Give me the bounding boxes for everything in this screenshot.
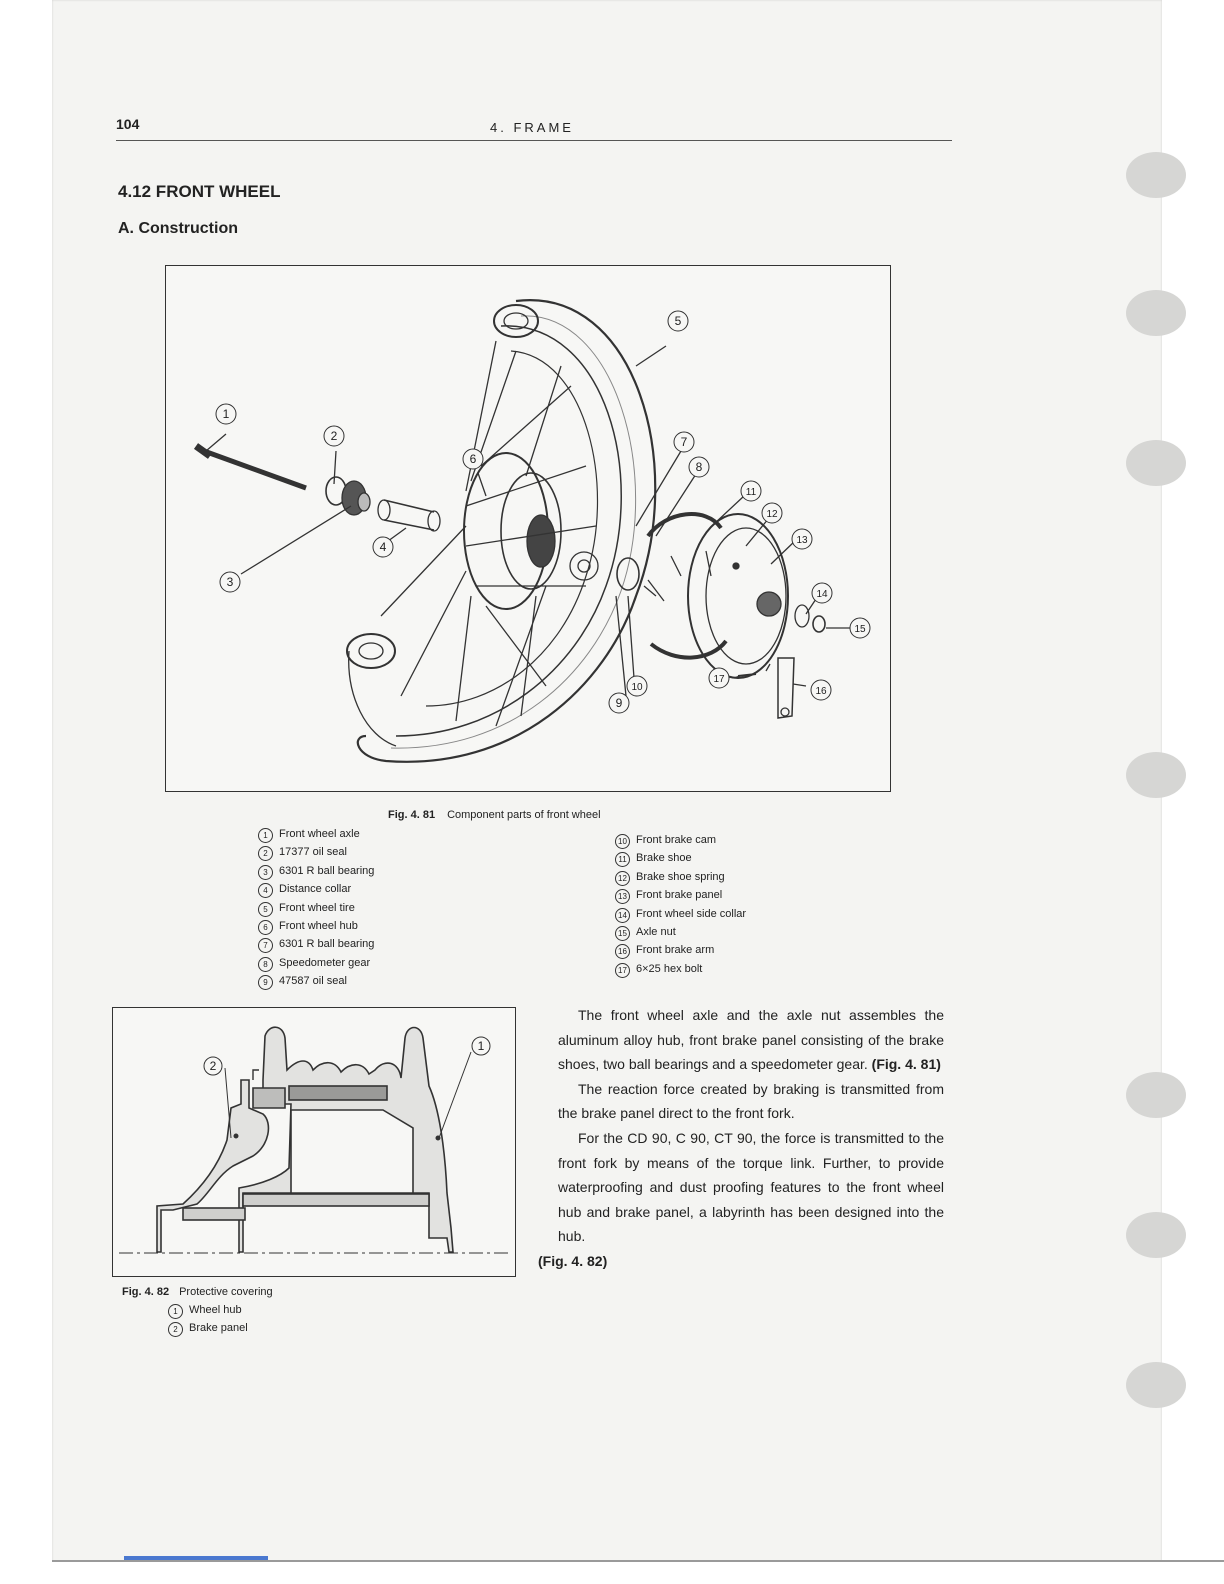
figure-reference: (Fig. 4. 81) xyxy=(871,1056,941,1073)
labyrinth-cross-section-illustration xyxy=(113,1008,515,1276)
legend-item: 2 Brake panel xyxy=(168,1319,248,1337)
binder-hole xyxy=(1126,290,1186,336)
svg-text:13: 13 xyxy=(796,535,808,546)
callout-9 xyxy=(609,693,629,713)
figure-4-81-caption xyxy=(388,809,601,821)
page-bottom-edge xyxy=(52,1560,1224,1562)
binder-hole xyxy=(1126,1362,1186,1408)
legend-item: 12 Brake shoe spring xyxy=(615,868,746,886)
callout-8 xyxy=(689,457,709,477)
figure-4-81-legend-left xyxy=(258,825,374,991)
legend-item: 5 Front wheel tire xyxy=(258,899,374,917)
figure-caption-text: Protective covering xyxy=(179,1286,273,1298)
exploded-wheel-illustration xyxy=(166,266,890,791)
binder-hole xyxy=(1126,752,1186,798)
callout-11 xyxy=(741,481,761,501)
svg-text:4: 4 xyxy=(379,540,387,554)
callout-7 xyxy=(674,432,694,452)
legend-item: 15 Axle nut xyxy=(615,923,746,941)
svg-text:7: 7 xyxy=(680,435,688,449)
paragraph: The front wheel axle and the axle nut assembles the aluminum alloy hub, front brake panel consisting of the brake shoes, two ball bearings and a speedometer gear. (Fig. 4. 81) xyxy=(558,1007,944,1073)
svg-text:2: 2 xyxy=(209,1059,217,1073)
svg-text:2: 2 xyxy=(330,429,338,443)
legend-item: 17 6×25 hex bolt xyxy=(615,960,746,978)
callout-17 xyxy=(709,668,729,688)
subsection-title: A. Construction xyxy=(118,220,238,237)
svg-text:14: 14 xyxy=(816,589,828,600)
callout-6 xyxy=(463,449,483,469)
svg-text:3: 3 xyxy=(226,575,234,589)
legend-item: 13 Front brake panel xyxy=(615,886,746,904)
callout-1 xyxy=(472,1037,490,1055)
figure-reference: (Fig. 4. 82) xyxy=(538,1252,608,1269)
svg-text:5: 5 xyxy=(674,314,682,328)
legend-item: 3 6301 R ball bearing xyxy=(258,862,374,880)
legend-item: 11 Brake shoe xyxy=(615,849,746,867)
callout-2 xyxy=(204,1057,222,1075)
callout-3 xyxy=(220,572,240,592)
svg-text:15: 15 xyxy=(854,624,866,635)
callout-16 xyxy=(811,680,831,700)
legend-item: 16 Front brake arm xyxy=(615,941,746,959)
figure-4-82-cross-section xyxy=(112,1007,516,1277)
callout-2 xyxy=(324,426,344,446)
svg-text:1: 1 xyxy=(477,1039,485,1053)
svg-text:17: 17 xyxy=(713,674,725,685)
callout-10 xyxy=(627,676,647,696)
svg-text:1: 1 xyxy=(222,407,230,421)
svg-text:8: 8 xyxy=(695,460,703,474)
legend-item: 2 17377 oil seal xyxy=(258,843,374,861)
figure-caption-text: Component parts of front wheel xyxy=(447,809,601,821)
legend-item: 4 Distance collar xyxy=(258,880,374,898)
legend-item: 9 47587 oil seal xyxy=(258,972,374,990)
header-rule xyxy=(116,140,952,141)
binder-hole xyxy=(1126,152,1186,198)
callout-12 xyxy=(762,503,782,523)
svg-text:6: 6 xyxy=(469,452,477,466)
binder-hole xyxy=(1126,440,1186,486)
binder-hole xyxy=(1126,1072,1186,1118)
page-bottom-marker xyxy=(124,1556,268,1560)
callout-13 xyxy=(792,529,812,549)
section-title: 4.12 FRONT WHEEL xyxy=(118,182,281,201)
paragraph: The reaction force created by braking is transmitted from the brake panel direct to the front fork. xyxy=(558,1080,944,1122)
legend-item: 1 Wheel hub xyxy=(168,1301,248,1319)
svg-text:11: 11 xyxy=(745,487,757,498)
callout-5 xyxy=(668,311,688,331)
figure-4-81-exploded-wheel xyxy=(165,265,891,792)
binder-hole xyxy=(1126,1212,1186,1258)
callout-4 xyxy=(373,537,393,557)
legend-item: 6 Front wheel hub xyxy=(258,917,374,935)
callout-1 xyxy=(216,404,236,424)
figure-4-81-legend-right xyxy=(615,831,746,978)
callout-15 xyxy=(850,618,870,638)
legend-item: 1 Front wheel axle xyxy=(258,825,374,843)
page-number: 104 xyxy=(116,116,140,132)
svg-text:9: 9 xyxy=(615,696,623,710)
figure-label: Fig. 4. 82 xyxy=(122,1286,170,1298)
paragraph: For the CD 90, C 90, CT 90, the force is transmitted to the front fork by means of the torque link. Further, to provide waterproofing and dust proofing features to the front wheel hub and brake panel, a labyrinth has been designed into the hub. (Fig. 4. 82) xyxy=(538,1129,944,1269)
svg-text:10: 10 xyxy=(631,682,643,693)
legend-item: 7 6301 R ball bearing xyxy=(258,935,374,953)
legend-item: 8 Speedometer gear xyxy=(258,954,374,972)
legend-item: 14 Front wheel side collar xyxy=(615,905,746,923)
figure-4-82-caption xyxy=(122,1286,273,1298)
body-text xyxy=(538,1003,944,1274)
svg-text:16: 16 xyxy=(815,686,827,697)
figure-4-82-legend xyxy=(168,1301,248,1338)
chapter-header: 4. FRAME xyxy=(490,120,574,135)
svg-text:12: 12 xyxy=(766,509,778,520)
figure-label: Fig. 4. 81 xyxy=(388,809,436,821)
callout-14 xyxy=(812,583,832,603)
legend-item: 10 Front brake cam xyxy=(615,831,746,849)
